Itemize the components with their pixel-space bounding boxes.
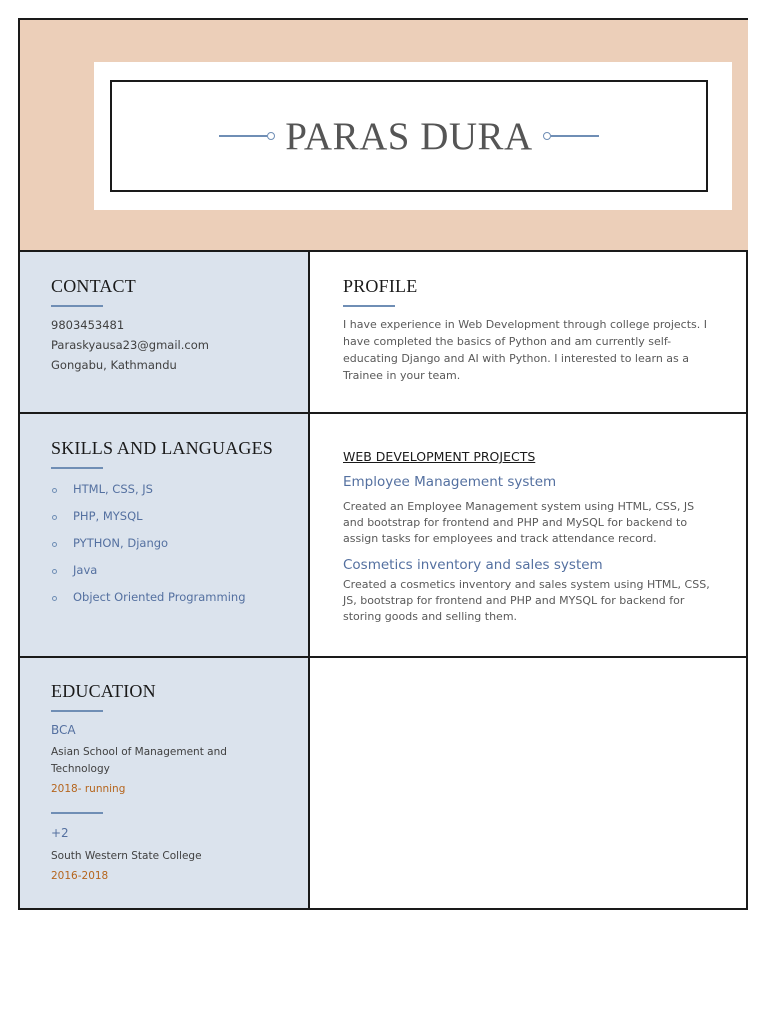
bullet-icon [52,569,57,574]
project-desc-line: Created a cosmetics inventory and sales system using HTML, CSS, [343,578,710,591]
projects-heading: WEB DEVELOPMENT PROJECTS [343,449,536,464]
edu-school-line: South Western State College [51,850,202,862]
project-desc-line: and bootstrap for frontend and PHP and MySQL for backend to [343,516,688,529]
edu-years: 2016-2018 [51,870,109,882]
resume-page [18,18,748,910]
contact-title: CONTACT [51,276,136,296]
header-banner [20,20,748,252]
name-frame [110,80,708,192]
edu-school [51,848,251,865]
profile-line: educating Django and AI with Python. I interested to learn as a [343,352,689,365]
right-ornament-icon [543,131,599,141]
project-desc-line: Created an Employee Management system using HTML, CSS, JS [343,500,695,513]
bullet-icon [52,488,57,493]
skills-title: SKILLS AND LANGUAGES [51,438,274,458]
row-divider [20,412,748,414]
row-divider [20,656,748,658]
skill-item: PHP, MYSQL [73,509,143,523]
bullet-icon [52,542,57,547]
skill-item: Java [73,563,98,577]
contact-underline [51,305,103,307]
project-title: Employee Management system [343,474,557,490]
project-desc-line: JS, bootstrap for frontend and PHP and MYSQL for backend for [343,594,685,607]
profile-line: have completed the basics of Python and am currently self- [343,335,672,348]
profile-line: I have experience in Web Development through college projects. I [343,318,708,331]
project-title: Cosmetics inventory and sales system [343,557,603,573]
edu-years: 2018- running [51,783,126,795]
skill-item: Object Oriented Programming [73,590,246,604]
contact-email: Paraskyausa23@gmail.com [51,338,209,352]
profile-title: PROFILE [343,276,418,296]
edu-school-line: Technology [51,763,110,775]
project-desc-line: storing goods and selling them. [343,610,518,623]
contact-phone: 9803453481 [51,318,125,332]
left-ornament-icon [219,131,275,141]
skill-item: PYTHON, Django [73,536,169,550]
education-underline [51,710,103,712]
edu-degree: BCA [51,723,76,737]
name-card [94,62,732,210]
candidate-name: PARAS DURA [285,114,533,158]
education-divider [51,812,103,814]
skill-item: HTML, CSS, JS [73,482,153,496]
project-description [343,577,727,625]
profile-underline [343,305,395,307]
edu-school-line: Asian School of Management and [51,746,227,758]
contact-address: Gongabu, Kathmandu [51,358,177,372]
project-description [343,499,727,547]
education-title: EDUCATION [51,681,156,701]
bullet-icon [52,515,57,520]
skills-underline [51,467,103,469]
profile-text [343,316,725,384]
edu-school [51,744,251,778]
bullet-icon [52,596,57,601]
profile-line: Trainee in your team. [343,369,461,382]
edu-degree: +2 [51,826,69,840]
project-desc-line: assign tasks for employees and track attendance record. [343,532,657,545]
